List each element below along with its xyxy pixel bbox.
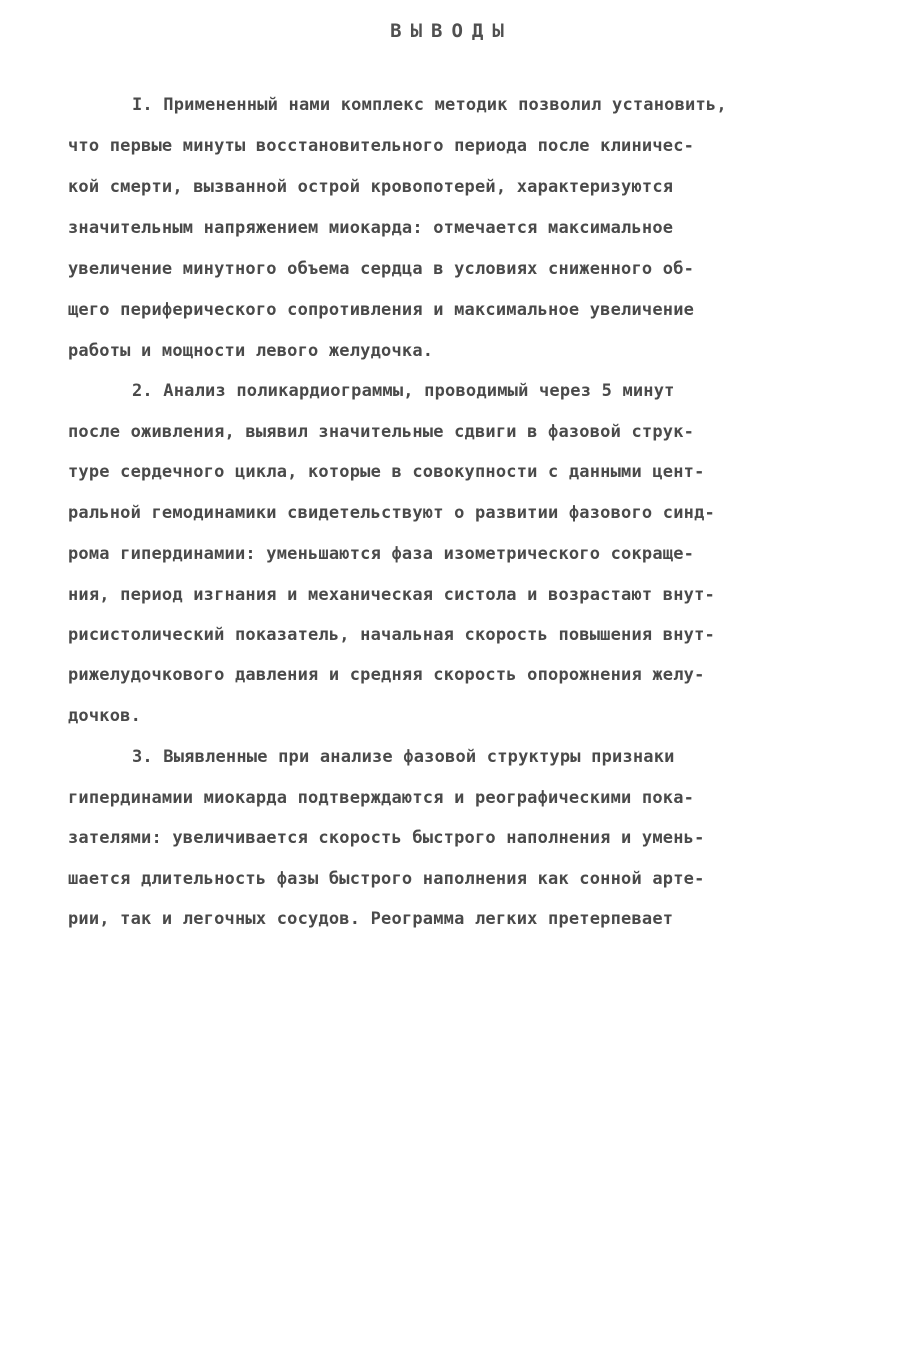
text-line: 2. Анализ поликардиограммы, проводимый через 5 минут [132, 381, 675, 401]
text-line: работы и мощности левого желудочка. [68, 341, 434, 361]
text-line: туре сердечного цикла, которые в совокупности с данными цент- [68, 462, 705, 482]
text-line: ральной гемодинамики свидетельствуют о развитии фазового синд- [68, 503, 715, 523]
text-line: что первые минуты восстановительного периода после клиничес- [68, 136, 695, 156]
text-line: увеличение минутного объема сердца в условиях сниженного об- [68, 259, 695, 279]
text-line: зателями: увеличивается скорость быстрого наполнения и умень- [68, 828, 705, 848]
text-line: рисистолический показатель, начальная скорость повышения внут- [68, 625, 715, 645]
text-line: рижелудочкового давления и средняя скорость опорожнения желу- [68, 665, 705, 685]
text-line: после оживления, выявил значительные сдвиги в фазовой струк- [68, 422, 695, 442]
text-line: рома гипердинамии: уменьшаются фаза изометрического сокраще- [68, 544, 695, 564]
text-line: кой смерти, вызванной острой кровопотерей, характеризуются [68, 177, 674, 197]
text-line: ния, период изгнания и механическая систола и возрастают внут- [68, 585, 715, 605]
text-line: щего периферического сопротивления и максимальное увеличение [68, 300, 695, 320]
text-line: 3. Выявленные при анализе фазовой структуры признаки [132, 747, 675, 767]
page-title: ВЫВОДЫ [390, 20, 513, 42]
text-line: рии, так и легочных сосудов. Реограмма легких претерпевает [68, 909, 674, 929]
text-line: I. Примененный нами комплекс методик позволил установить, [132, 95, 727, 115]
text-line: гипердинамии миокарда подтверждаются и реографическими пока- [68, 788, 695, 808]
text-line: шается длительность фазы быстрого наполнения как сонной арте- [68, 869, 705, 889]
text-line: дочков. [68, 706, 142, 726]
text-line: значительным напряжением миокарда: отмечается максимальное [68, 218, 674, 238]
